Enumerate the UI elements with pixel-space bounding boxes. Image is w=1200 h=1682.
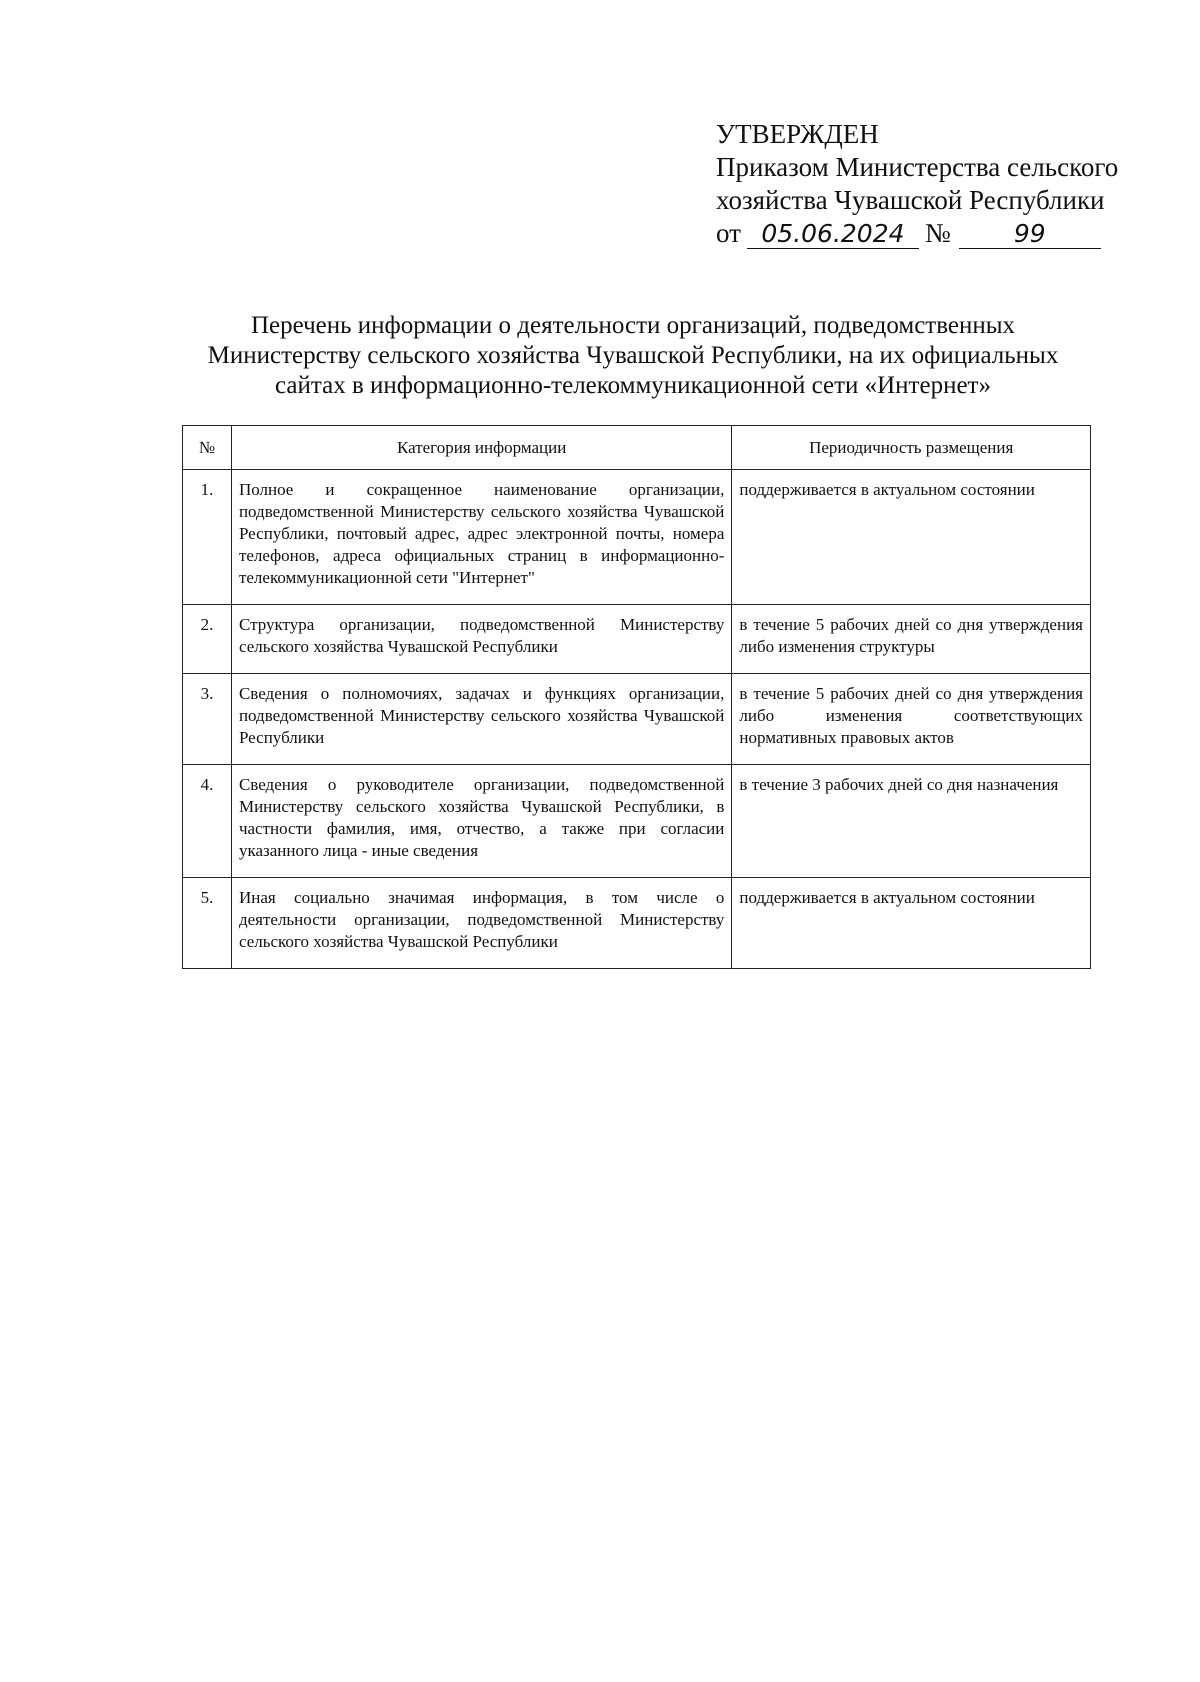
- table-row: [183, 765, 1091, 878]
- table-row: [183, 605, 1091, 674]
- information-table: [182, 425, 1091, 969]
- table-row: [183, 878, 1091, 969]
- row-frequency: поддерживается в актуальном состоянии: [732, 470, 1091, 605]
- row-frequency: поддерживается в актуальном состоянии: [732, 878, 1091, 969]
- row-category: Полное и сокращенное наименование организации, подведомственной Министерству сельского хозяйства Чувашской Республики, почтовый адрес, адрес электронной почты, номера телефонов, адреса официальных страниц в информационно-телекоммуникационной сети "Интернет": [231, 470, 731, 605]
- table-row: [183, 470, 1091, 605]
- approval-date-line: [716, 217, 1118, 250]
- header-number: №: [183, 426, 232, 470]
- table-row: [183, 674, 1091, 765]
- row-number: 4.: [183, 765, 232, 878]
- row-category: Иная социально значимая информация, в том числе о деятельности организации, подведомственной Министерству сельского хозяйства Чувашской Республики: [231, 878, 731, 969]
- row-number: 5.: [183, 878, 232, 969]
- approval-stamp: [716, 118, 1118, 250]
- approval-line-1: Приказом Министерства сельского: [716, 152, 1119, 182]
- header-category: Категория информации: [231, 426, 731, 470]
- row-number: 3.: [183, 674, 232, 765]
- table-header-row: [183, 426, 1091, 470]
- document-title-line-2: Министерству сельского хозяйства Чувашской Республики, на их официальных: [207, 342, 1059, 369]
- row-number: 2.: [183, 605, 232, 674]
- document-title-line-1: Перечень информации о деятельности организаций, подведомственных: [250, 312, 1016, 339]
- document-title-line-3: сайтах в информационно-телекоммуникационной сети «Интернет»: [275, 372, 991, 399]
- number-prefix: №: [924, 218, 951, 248]
- document-title: [170, 311, 1096, 401]
- header-frequency: Периодичность размещения: [732, 426, 1091, 470]
- row-category: Сведения о полномочиях, задачах и функциях организации, подведомственной Министерству сельского хозяйства Чувашской Республики: [231, 674, 731, 765]
- row-category: Сведения о руководителе организации, подведомственной Министерству сельского хозяйства Чувашской Республики, в частности фамилия, имя, отчество, а также при согласии указанного лица - иные сведения: [231, 765, 731, 878]
- row-frequency: в течение 3 рабочих дней со дня назначения: [732, 765, 1091, 878]
- date-prefix: от: [716, 218, 741, 248]
- handwritten-date: 05.06.2024: [747, 220, 919, 249]
- row-frequency: в течение 5 рабочих дней со дня утверждения либо изменения соответствующих нормативных правовых актов: [732, 674, 1091, 765]
- handwritten-number: 99: [959, 220, 1101, 249]
- row-frequency: в течение 5 рабочих дней со дня утверждения либо изменения структуры: [732, 605, 1091, 674]
- row-category: Структура организации, подведомственной Министерству сельского хозяйства Чувашской Республики: [231, 605, 731, 674]
- approval-line-2: хозяйства Чувашской Республики: [716, 185, 1105, 215]
- row-number: 1.: [183, 470, 232, 605]
- approval-title: УТВЕРЖДЕН: [716, 119, 879, 149]
